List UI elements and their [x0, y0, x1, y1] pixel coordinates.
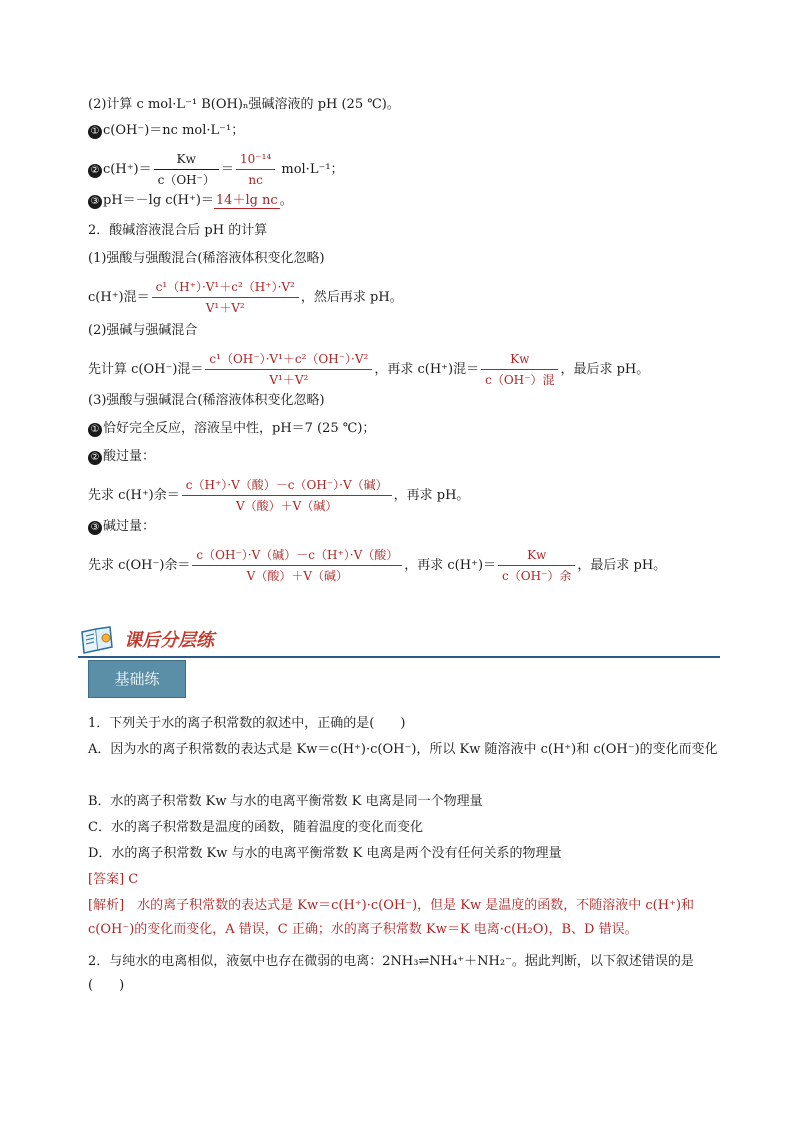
q1-option-b: B．水的离子积常数 Kw 与水的电离平衡常数 K 电离是同一个物理量 [88, 794, 483, 809]
step1: ① c(OH⁻)＝nc mol·L⁻¹； [88, 122, 244, 140]
acid-acid-formula: c(H⁺)混＝ $\frac{\text{c¹（H⁺）·V¹＋c²（H⁺）·V²}}{\text{V¹＋V²}}$ ，然后再求 pH。 [88, 280, 403, 315]
q1-option-a: A．因为水的离子积常数的表达式是 Kw＝c(H⁺)·c(OH⁻)，所以 Kw 随溶液中 c(H⁺)和 c(OH⁻)的变化而变化 [88, 742, 718, 757]
level-label: 基础练 [88, 660, 186, 698]
acid-base-title: (3)强酸与强碱混合(稀溶液体积变化忽略) [88, 393, 325, 408]
section2-title: 2．酸碱溶液混合后 pH 的计算 [88, 223, 268, 238]
ab-case2-title: ② 酸过量： [88, 448, 155, 466]
q1-answer: [答案] C [88, 872, 139, 887]
answer-fraction: $\frac{\text{10⁻¹⁴}}{nc}$ [236, 150, 275, 189]
q1-analysis: [解析] 水的离子积常数的表达式是 Kw＝c(H⁺)·c(OH⁻)，但是 Kw 是温度的函数，不随溶液中 c(H⁺)和 c(OH⁻)的变化而变化，A 错误，C 正确；水的离子积常数 Kw＝K 电离·c(H₂O)，B、D 错误。 [88, 898, 695, 937]
answer-blank: 14＋lg nc [215, 193, 278, 208]
circled-number: ① [88, 125, 102, 139]
book-icon [78, 624, 118, 656]
ab-case3-title: ③ 碱过量： [88, 518, 155, 536]
kw-fraction: $\frac{Kw}{c(OH^-)}$ [154, 150, 219, 189]
item2-title: (2)计算 c mol·L⁻¹ B(OH)ₙ强碱溶液的 pH (25 ℃)。 [88, 97, 400, 112]
step2: ② c(H⁺)＝ $\frac{Kw}{c(OH^-)}$ ＝ $\frac{\text{10⁻¹⁴}}{nc}$ mol·L⁻¹； [88, 150, 344, 189]
circled-number: ③ [88, 195, 102, 209]
q1-stem: 1．下列关于水的离子积常数的叙述中，正确的是( ) [88, 716, 406, 731]
ab-case3-formula: 先求 c(OH⁻)余＝ $\frac{\text{c（OH⁻）·V（碱）－c（H⁺）·V（酸）}}{\text{V（酸）＋V（碱）}}$ ，再求 c(H⁺)＝ $\frac{Kw}{\text{c（OH⁻）余}}$ ，最后求 pH。 [88, 548, 667, 583]
q1-option-d: D．水的离子积常数 Kw 与水的电离平衡常数 K 电离是两个没有任何关系的物理量 [88, 846, 562, 861]
header-divider [78, 656, 720, 658]
q2-stem: 2．与纯水的电离相似，液氨中也存在微弱的电离：2NH₃⇌NH₄⁺＋NH₂⁻。据此判断，以下叙述错误的是( ) [88, 954, 694, 993]
circled-number: ② [88, 164, 102, 178]
section-title: 课后分层练 [124, 630, 214, 651]
base-base-title: (2)强碱与强碱混合 [88, 323, 198, 338]
acid-acid-title: (1)强酸与强酸混合(稀溶液体积变化忽略) [88, 251, 325, 266]
base-base-formula: 先计算 c(OH⁻)混＝ $\frac{\text{c¹（OH⁻）·V¹＋c²（OH⁻）·V²}}{\text{V¹＋V²}}$ ，再求 c(H⁺)混＝ $\frac{Kw}{\text{c（OH⁻）混}}$ ，最后求 pH。 [88, 352, 650, 387]
ab-case1: ① 恰好完全反应，溶液呈中性，pH＝7 (25 ℃)； [88, 420, 375, 438]
ab-case2-formula: 先求 c(H⁺)余＝ $\frac{\text{c（H⁺）·V（酸）－c（OH⁻）·V（碱）}}{\text{V（酸）＋V（碱）}}$ ，再求 pH。 [88, 478, 470, 513]
step3: ③ pH＝－lg c(H⁺)＝ 14＋lg nc 。 [88, 192, 293, 210]
q1-option-c: C．水的离子积常数是温度的函数，随着温度的变化而变化 [88, 820, 423, 835]
